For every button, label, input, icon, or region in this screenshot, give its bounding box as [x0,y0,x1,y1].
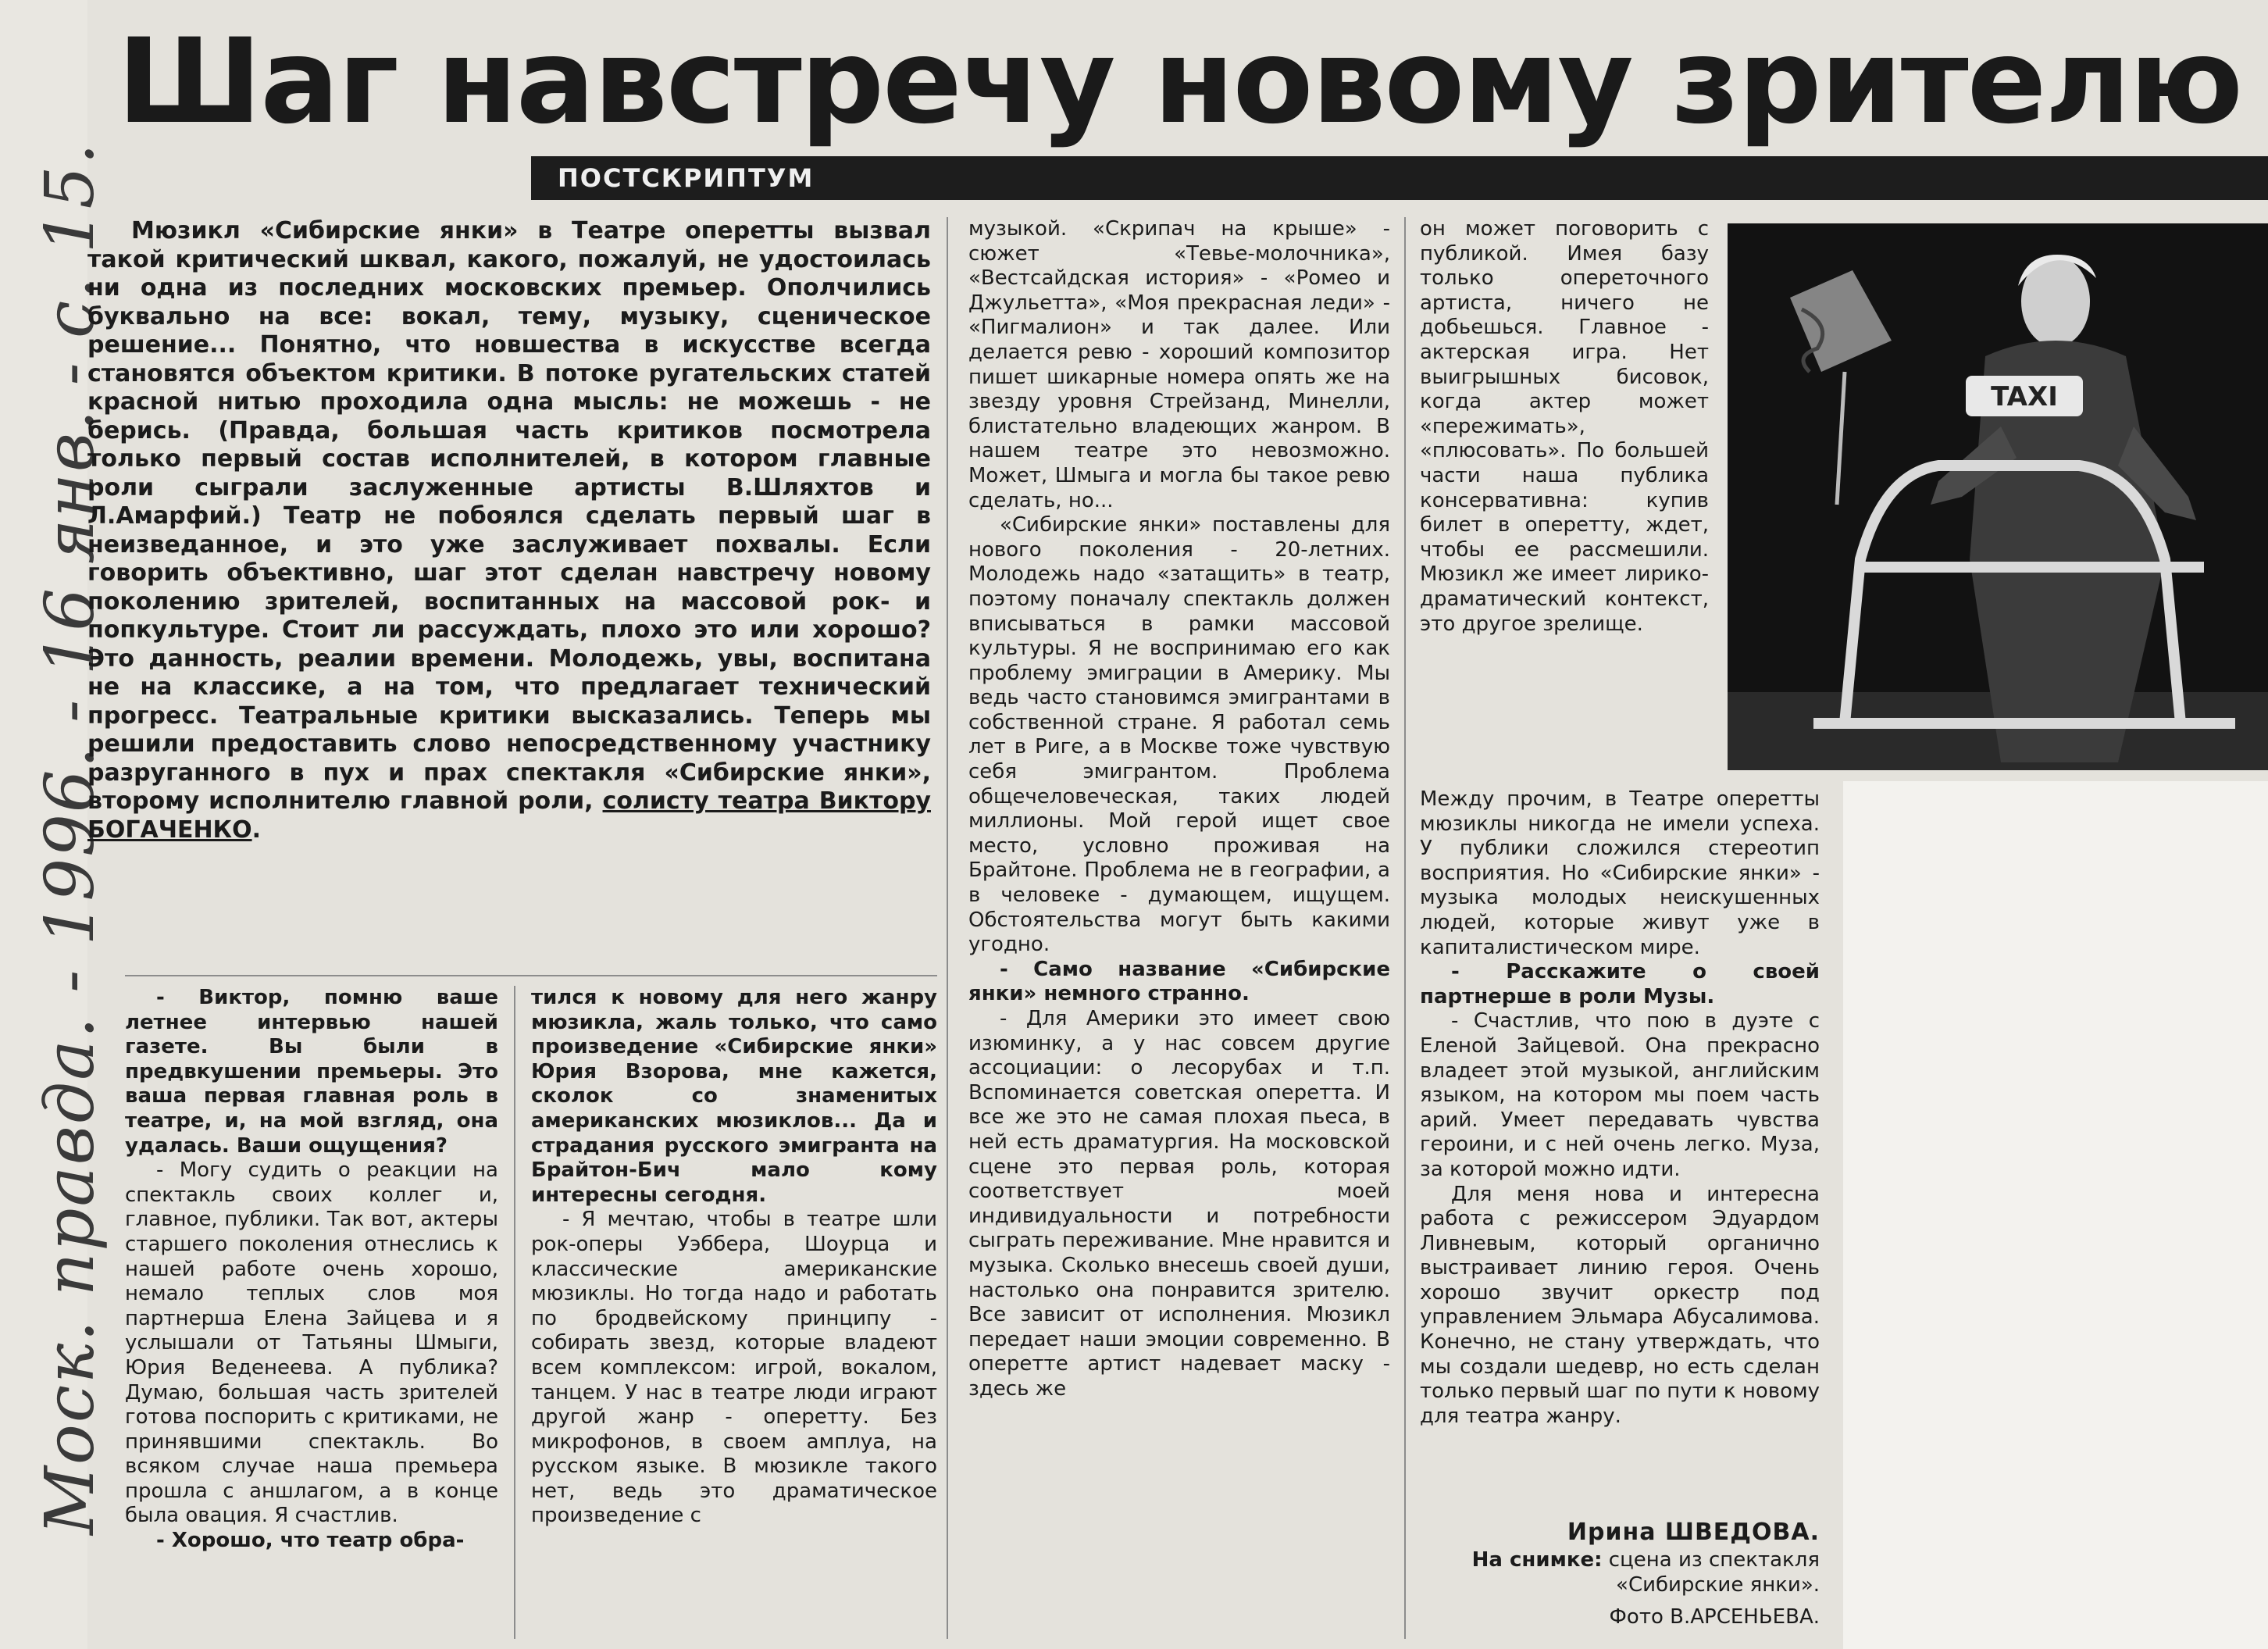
photo-caption-text: сцена из спектакля «Сибирские янки». [1608,1548,1820,1597]
column-rule [947,217,948,1639]
stage-photo-image [1728,223,2268,770]
answer-3-end: Между прочим, в Театре оперетты мюзиклы никогда не имели успеха. У публики сложился стереотип восприятия. Но «Сибирские янки» - музыка молодых неискушенных людей, которые живут уже в капиталистическом мире. [1420,787,1820,959]
lead-text: Мюзикл «Сибирские янки» в Театре оперетты вызвал такой критический шквал, какого, пожалуй, не удостоилась ни одна из последних московских премьер. Ополчились буквально на все: вокал, тему, музыку, сценическое решение... Понятно, что новшества в искусстве всегда становятся объектом критики. В потоке ругательских статей красной нитью проходила одна мысль: не можешь - не берись. (Правда, большая часть критиков посмотрела только первый состав исполнителей, в котором главные роли сыграли заслуженные артисты В.Шляхтов и Л.Амарфий.) Театр не побоялся сделать первый шаг в неизведанное, и это уже заслуживает похвалы. Если говорить объективно, шаг этот сделан навстречу новому поколению зрителей, воспитанных на массовой рок- и попкультуре. Стоит ли рассуждать, плохо это или хорошо? Это данность, реалии времени. Молодежь, увы, воспитана не на классике, а на том, что предлагает технический прогресс. Театральные критики высказались. Теперь мы решили предоставить слово непосредственному участнику разруганного в пух и прах спектакля «Сибирские янки», второму исполнителю главной роли, [87,217,931,815]
answer-2: - Я мечтаю, чтобы в театре шли рок-оперы Уэббера, Шоурца и классические американские мюзиклы. Но тогда надо и работать по бродвейскому принципу - собирать звезд, которые владеют всем комплексом: игрой, вокалом, танцем. У нас в театре люди играют другой жанр - оперетту. Без микрофонов, в своем амплуа, на русском языке. В мюзикле такого нет, ведь это драматическое произведение с [531,1208,937,1528]
taxi-sign-text: TAXI [1991,381,2058,412]
section-rule [125,975,937,976]
question-3: - Само название «Сибирские янки» немного странно. [968,957,1390,1006]
interview-column-3 [968,217,1390,1402]
lead-underlined-name: солисту театра Виктору БОГАЧЕНКО [87,787,931,844]
rubric-label: ПОСТСКРИПТУМ [558,163,815,193]
question-2-continued: тился к новому для него жанру мюзикла, жаль только, что само произведение «Сибирские янки» Юрия Взорова, мне кажется, сколок со знаменитых американских мюзиклов... Да и страдания русского эмигранта на Брайтон-Бич мало кому интересны сегодня. [531,986,937,1207]
answer-3-continued: он может поговорить с публикой. Имея базу только опереточного артиста, ничего не добьешься. Главное - актерская игра. Нет выигрышных бисовок, когда актер может «пережимать», «плюсовать». По большей части наша публика консервативна: купив билет в оперетту, ждет, чтобы ее рассмешили. Мюзикл же имеет лирико-драматический контекст, это другое зрелище. [1420,217,1709,636]
interview-column-4 [1420,787,1820,1429]
question-2-start: - Хорошо, что театр обра- [156,1529,465,1553]
answer-2-continued: музыкой. «Скрипач на крыше» - сюжет «Тевье-молочника», «Вестсайдская история» - «Ромео и Джульетта», «Моя прекрасная леди» - «Пигмалион» и так далее. Или делается ревю - хороший композитор пишет шикарные номера опять же на звезду уровня Стрейзанд, Минелли, блистательно владеющих жанром. В нашем театре это невозможно. Может, Шмыга и могла бы такое ревю сделать, но... [968,217,1390,512]
stage-photo [1728,223,2268,770]
column-rule [514,986,515,1639]
answer-3: - Для Америки это имеет свою изюминку, а у нас совсем другие ассоциации: о лесорубах и т.п. Вспоминается советская оперетта. И все же это не самая плохая пьеса, в ней есть драматургия. На московской сцене это первая роль, которая соответствует моей индивидуальности и потребности сыграть переживание. Мне нравится и музыка. Сколько внесешь своей души, настолько она понравится зрителю. Все зависит от исполнения. Мюзикл передает наши эмоции современно. В оперетте артист надевает маску - здесь же [968,1007,1390,1401]
question-1: - Виктор, помню ваше летнее интервью нашей газете. Вы были в предвкушении премьеры. Это ваша первая главная роль в театре, и, на мой взгляд, она удалась. Ваши ощущения? [125,986,498,1158]
lead-end: . [251,816,261,844]
answer-4: - Счастлив, что пою в дуэте с Еленой Зайцевой. Она прекрасно владеет этой музыкой, английским языком, на котором мы поем часть арий. Умеет передавать чувства героини, и с ней очень легко. Муза, за которой можно идти. [1420,1009,1820,1181]
answer-2-paragraph-2: «Сибирские янки» поставлены для нового поколения - 20-летних. Молодежь надо «затащить» в театр, поэтому поначалу спектакль должен вписываться в рамки массовой культуры. Я не воспринимаю его как проблему эмиграции в Америку. Мы ведь часто становимся эмигрантами в собственной стране. Я работал семь лет в Риге, а в Москве тоже чувствую себя эмигрантом. Проблема общечеловеческая, таких людей миллионы. Мой герой ищет свое место, условно проживая на Брайтоне. Проблема не в географии, а в человеке - думающем, ищущем. Обстоятельства могут быть какими угодно. [968,513,1390,957]
photo-credit: Фото В.АРСЕНЬЕВА. [1609,1605,1820,1629]
interview-column-4-top [1420,217,1709,637]
column-rule [1404,217,1406,1639]
lead-paragraph [87,217,931,844]
photo-caption [1420,1548,1820,1597]
headline: Шаг навстречу новому зрителю [117,14,2242,150]
author-signature: Ирина ШВЕДОВА. [1567,1519,1820,1546]
answer-4-paragraph-2: Для меня нова и интересна работа с режиссером Эдуардом Ливневым, который органично выстраивает линию героя. Очень хорошо звучит оркестр под управлением Эльмара Абусалимова. Конечно, не стану утверждать, что мы создали шедевр, но есть сделан только первый шаг по пути к новому для театра жанру. [1420,1182,1820,1428]
answer-1: - Могу судить о реакции на спектакль своих коллег и, главное, публики. Так вот, актеры старшего поколения отнеслись к нашей работе очень хорошо, немало теплых слов моя партнерша Елена Зайцева и я услышали от Татьяны Шмыги, Юрия Веденеева. А публика? Думаю, большая часть зрителей готова поспорить с критиками, не принявшими спектакль. Во всяком случае наша премьера прошла с аншлагом, а в конце была овация. Я счастлив. [125,1158,498,1528]
question-4: - Расскажите о своей партнерше в роли Музы. [1420,960,1820,1008]
photo-caption-label: На снимке: [1471,1548,1603,1572]
handwritten-source-note: Моск. правда. - 1996. - 16 янв. - с. 15. [31,141,109,1535]
paper-backing [1843,781,2268,1649]
interview-column-1 [125,986,498,1554]
interview-column-2 [531,986,937,1529]
